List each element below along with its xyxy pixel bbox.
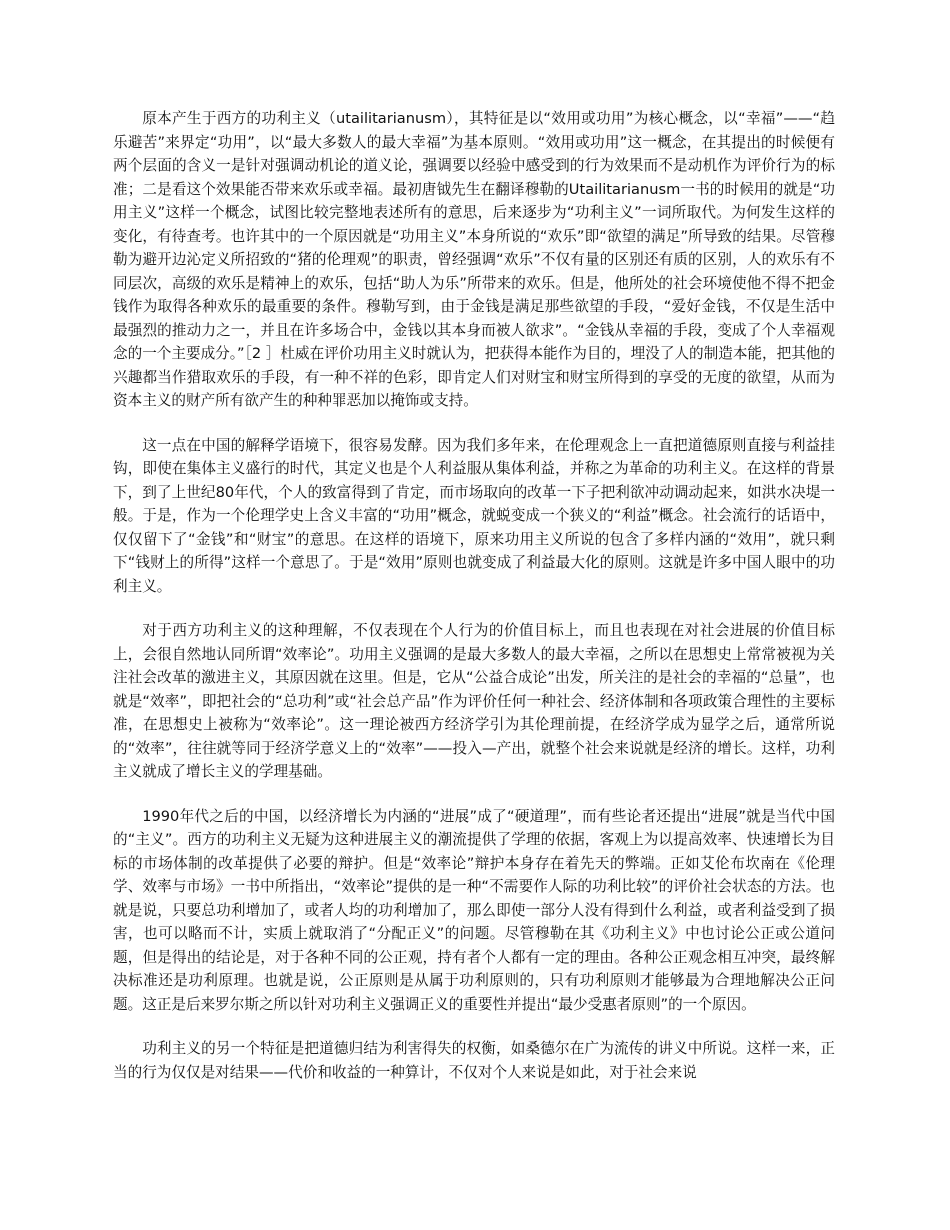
paragraph-1: 原本产生于西方的功利主义（utailitarianusm），其特征是以“效用或功用”为核心概念，以“幸福”——“趋乐避苦”来界定“功用”，以“最大多数人的最大幸福”为基本原则。“效用或功用”这一概念，在其提出的时候便有两个层面的含义一是针对强调动机论的道义论，强调要以经验中感受到的行为效果而不是动机作为评价行为的标准；二是看这个效果能否带来欢乐或幸福。最初唐钺先生在翻译穆勒的Utailitarianusm一书的时候用的就是“功用主义”这样一个概念，试图比较完整地表述所有的意思，后来逐步为“功利主义”一词所取代。为何发生这样的变化，有待查考。也许其中的一个原因就是“功用主义”本身所说的“欢乐”即“欲望的满足”所导致的结果。尽管穆勒为避开边沁定义所招致的“猪的伦理观”的职责，曾经强调“欢乐”不仅有量的区别还有质的区别，人的欢乐有不同层次，高级的欢乐是精神上的欢乐，包括“助人为乐”所带来的欢乐。但是，他所处的社会环境使他不得不把金钱作为取得各种欢乐的最重要的条件。穆勒写到，由于金钱是满足那些欲望的手段，“爱好金钱，不仅是生活中最强烈的推动力之一，并且在许多场合中，金钱以其本身而被人欲求”。“金钱从幸福的手段，变成了个人幸福观念的一个主要成分。”［2 ］杜威在评价功用主义时就认为，把获得本能作为目的，埋没了人的制造本能，把其他的兴趣都当作猎取欢乐的手段，有一种不祥的色彩，即肯定人们对财宝和财宝所得到的享受的无度的欲望，从而为资本主义的财产所有欲产生的种种罪恶加以掩饰或支持。 <box>113 110 835 409</box>
paragraph-3: 对于西方功利主义的这种理解，不仅表现在个人行为的价值目标上，而且也表现在对社会进展的价值目标上，会很自然地认同所谓“效率论”。功用主义强调的是最大多数人的最大幸福，之所以在思想史上常常被视为关注社会改革的激进主义，其原因就在这里。但是，它从“公益合成论”出发，所关注的是社会的幸福的“总量”，也就是“效率”，即把社会的“总功利”或“社会总产品”作为评价任何一种社会、经济体制和各项政策合理性的主要标准，在思想史上被称为“效率论”。这一理论被西方经济学引为其伦理前提，在经济学成为显学之后，通常所说的“效率”，往往就等同于经济学意义上的“效率”——投入—产出，就整个社会来说就是经济的增长。这样，功利主义就成了增长主义的学理基础。 <box>113 622 835 780</box>
document-page <box>113 107 835 1105</box>
paragraph-2: 这一点在中国的解释学语境下，很容易发酵。因为我们多年来，在伦理观念上一直把道德原则直接与利益挂钩，即使在集体主义盛行的时代，其定义也是个人利益服从集体利益，并称之为革命的功利主义。在这样的背景下，到了上世纪80年代，个人的致富得到了肯定，而市场取向的改革一下子把利欲冲动调动起来，如洪水决堤一般。于是，作为一个伦理学史上含义丰富的“功用”概念，就蜕变成一个狭义的“利益”概念。社会流行的话语中，仅仅留下了“金钱”和“财宝”的意思。在这样的语境下，原来功用主义所说的包含了多样内涵的“效用”，就只剩下“钱财上的所得”这样一个意思了。于是“效用”原则也就变成了利益最大化的原则。这就是许多中国人眼中的功利主义。 <box>113 436 835 595</box>
paragraph-5: 功利主义的另一个特征是把道德归结为利害得失的权衡，如桑德尔在广为流传的讲义中所说。这样一来，正当的行为仅仅是对结果——代价和收益的一种算计，不仅对个人来说是如此，对于社会来说 <box>113 1040 835 1081</box>
paragraph-4: 1990年代之后的中国，以经济增长为内涵的“进展”成了“硬道理”，而有些论者还提出“进展”就是当代中国的“主义”。西方的功利主义无疑为这种进展主义的潮流提供了学理的依据，客观上为以提高效率、快速增长为目标的市场体制的改革提供了必要的辩护。但是“效率论”辩护本身存在着先天的弊端。正如艾伦布坎南在《伦理学、效率与市场》一书中所指出，“效率论”提供的是一种“不需要作人际的功利比较”的评价社会状态的方法。也就是说，只要总功利增加了，或者人均的功利增加了，那么即使一部分人没有得到什么利益，或者利益受到了损害，也可以略而不计，实质上就取消了“分配正义”的问题。尽管穆勒在其《功利主义》中也讨论公正或公道问题，但是得出的结论是，对于各种不同的公正观，持有者个人都有一定的理由。各种公正观念相互冲突，最终解决标准还是功利原理。也就是说，公正原则是从属于功利原则的，只有功利原则才能够最为合理地解决公正问题。这正是后来罗尔斯之所以针对功利主义强调正义的重要性并提出“最少受惠者原则”的一个原因。 <box>113 807 835 1013</box>
